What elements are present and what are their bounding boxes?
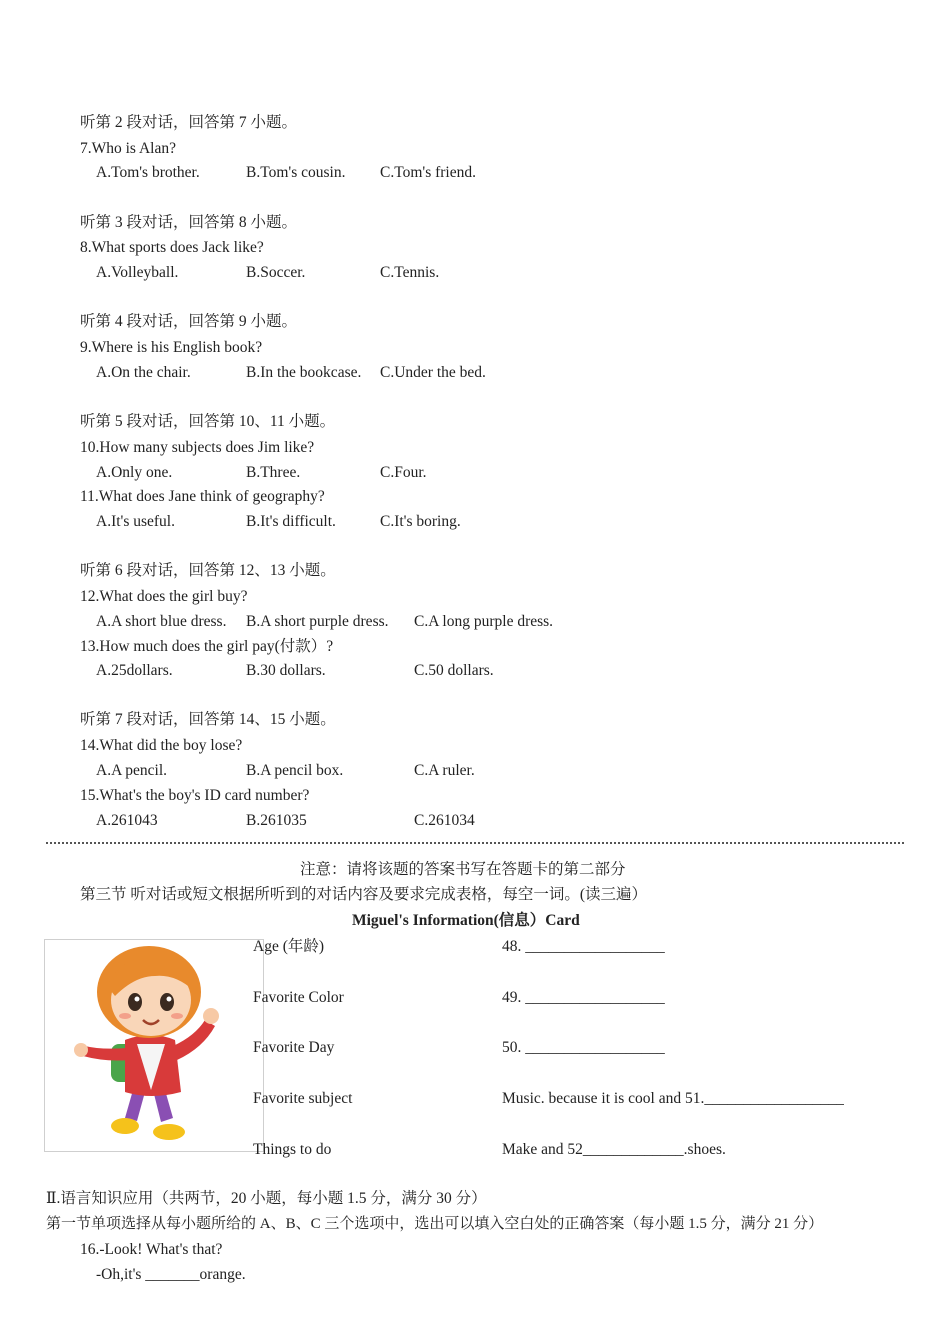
option-a: A.On the chair.: [96, 364, 191, 381]
option-c: C.A ruler.: [414, 762, 475, 779]
card-label-color: Favorite Color: [253, 989, 344, 1006]
girl-illustration: [44, 939, 264, 1152]
option-b: B.A short purple dress.: [246, 613, 389, 630]
option-a: A.Volleyball.: [96, 264, 179, 281]
question: 14.What did the boy lose?: [80, 737, 243, 754]
option-b: B.30 dollars.: [246, 662, 326, 679]
option-b: B.261035: [246, 812, 307, 829]
section-header: 听第 5 段对话，回答第 10、11 小题。: [80, 413, 336, 430]
card-label-day: Favorite Day: [253, 1039, 335, 1056]
card-title: Miguel's Information(信息）Card: [352, 912, 580, 929]
option-c: C.50 dollars.: [414, 662, 494, 679]
card-blank-50: 50. __________________: [502, 1039, 665, 1056]
option-a: A.A short blue dress.: [96, 613, 227, 630]
section3-instruction: 第三节 听对话或短文根据所听到的对话内容及要求完成表格，每空一词。(读三遍）: [80, 886, 648, 903]
part2-title: Ⅱ.语言知识应用（共两节，20 小题，每小题 1.5 分，满分 30 分）: [46, 1190, 487, 1207]
option-c: C.Tennis.: [380, 264, 440, 281]
option-c: C.261034: [414, 812, 475, 829]
card-blank-49: 49. __________________: [502, 989, 665, 1006]
section-header: 听第 2 段对话，回答第 7 小题。: [80, 114, 298, 131]
option-c: C.Tom's friend.: [380, 164, 476, 181]
option-b: B.Three.: [246, 464, 301, 481]
section-header: 听第 6 段对话，回答第 12、13 小题。: [80, 562, 336, 579]
option-a: A.Only one.: [96, 464, 173, 481]
option-a: A.25dollars.: [96, 662, 173, 679]
section-header: 听第 3 段对话，回答第 8 小题。: [80, 214, 298, 231]
option-b: B.Soccer.: [246, 264, 306, 281]
card-label-things: Things to do: [253, 1141, 332, 1158]
question: 15.What's the boy's ID card number?: [80, 787, 310, 804]
question: 7.Who is Alan?: [80, 140, 176, 157]
question-blank: -Oh,it's _______orange.: [96, 1266, 246, 1283]
card-blank-48: 48. __________________: [502, 938, 665, 955]
card-label-subject: Favorite subject: [253, 1090, 353, 1107]
option-b: B.In the bookcase.: [246, 364, 362, 381]
card-label-age: Age (年龄): [253, 938, 325, 955]
section-header: 听第 4 段对话，回答第 9 小题。: [80, 313, 298, 330]
question: 8.What sports does Jack like?: [80, 239, 264, 256]
question: 12.What does the girl buy?: [80, 588, 248, 605]
card-blank-52: Make and 52_____________.shoes.: [502, 1141, 726, 1158]
option-c: C.Under the bed.: [380, 364, 486, 381]
question: 13.How much does the girl pay(付款）?: [80, 638, 334, 655]
option-a: A.It's useful.: [96, 513, 175, 530]
option-b: B.A pencil box.: [246, 762, 344, 779]
dotted-divider: [46, 842, 904, 844]
answer-notice: 注意：请将该题的答案书写在答题卡的第二部分: [300, 861, 626, 878]
part2-section1-instruction: 第一节单项选择从每小题所给的 A、B、C 三个选项中，选出可以填入空白处的正确答案（每小题 1.5 分，满分 21 分）: [46, 1216, 824, 1232]
option-c: C.Four.: [380, 464, 427, 481]
option-a: A.Tom's brother.: [96, 164, 200, 181]
section-header: 听第 7 段对话，回答第 14、15 小题。: [80, 711, 336, 728]
option-c: C.It's boring.: [380, 513, 461, 530]
option-b: B.Tom's cousin.: [246, 164, 346, 181]
girl-cartoon-icon: [45, 940, 263, 1151]
question: 10.How many subjects does Jim like?: [80, 439, 315, 456]
option-c: C.A long purple dress.: [414, 613, 554, 630]
card-blank-51: Music. because it is cool and 51.__________________: [502, 1090, 844, 1107]
option-a: A.A pencil.: [96, 762, 168, 779]
question: 9.Where is his English book?: [80, 339, 263, 356]
question: 16.-Look! What's that?: [80, 1241, 223, 1258]
option-b: B.It's difficult.: [246, 513, 336, 530]
option-a: A.261043: [96, 812, 158, 829]
question: 11.What does Jane think of geography?: [80, 488, 325, 505]
